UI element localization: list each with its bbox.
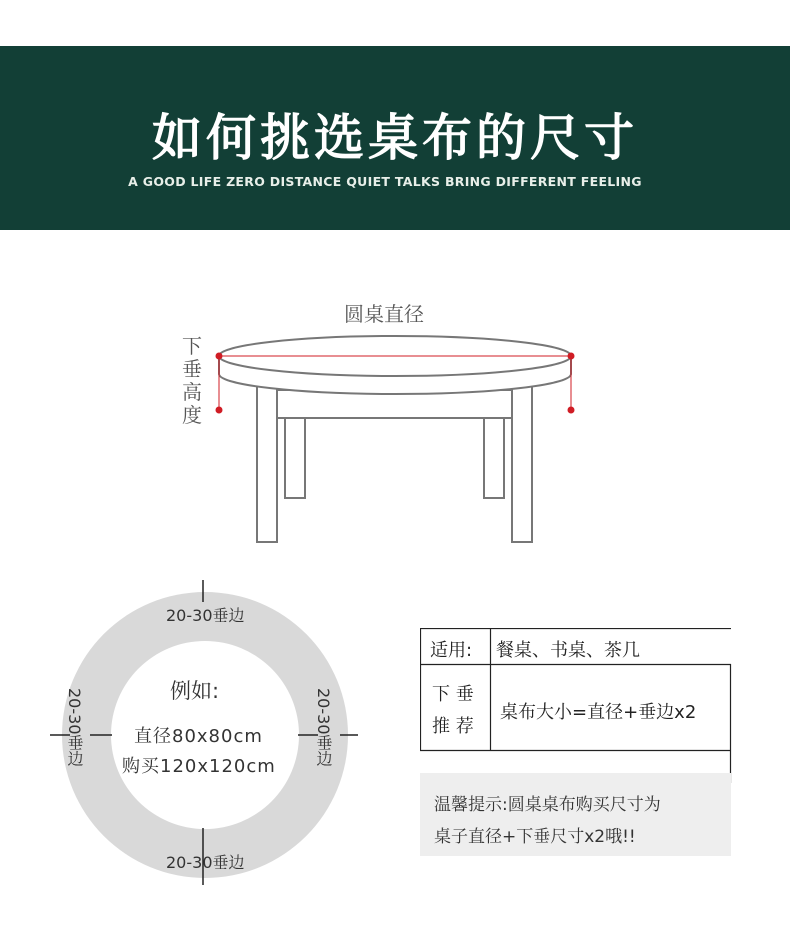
table-drawing: [0, 290, 790, 560]
tip-box: [420, 773, 731, 856]
size-formula: 桌布大小=直径+垂边x2: [500, 702, 697, 723]
table-leg-left-outer: [257, 386, 277, 542]
edge-label-bottom: 20-30垂边: [166, 853, 245, 872]
example-diameter: 直径80x80cm: [134, 726, 263, 747]
drop-marker-right: [568, 407, 575, 414]
drop-marker-left: [216, 407, 223, 414]
ring-diagram: [40, 580, 370, 890]
table-diagram: [0, 290, 790, 560]
example-label: 例如:: [170, 679, 220, 703]
usage-label: 适用:: [430, 640, 473, 661]
drop-height-label: 下垂高度: [182, 334, 202, 427]
table-leg-right-outer: [512, 386, 532, 542]
header-banner: [0, 46, 790, 230]
diameter-label: 圆桌直径: [344, 302, 424, 326]
table-leg-left-inner: [285, 418, 305, 498]
edge-label-left: 20-30垂边: [65, 688, 84, 767]
tip-line-1: 温馨提示:圆桌桌布购买尺寸为: [434, 795, 661, 815]
edge-label-top: 20-30垂边: [166, 606, 245, 625]
drop-recommend-label-b: 推 荐: [432, 716, 474, 737]
example-purchase: 购买120x120cm: [122, 756, 276, 777]
table-leg-right-inner: [484, 418, 504, 498]
tip-line-2: 桌子直径+下垂尺寸x2哦!!: [434, 827, 636, 847]
drop-recommend-label-a: 下 垂: [432, 684, 474, 705]
edge-label-right: 20-30垂边: [314, 688, 333, 767]
usage-value: 餐桌、书桌、茶几: [496, 640, 640, 661]
page-subtitle: A GOOD LIFE ZERO DISTANCE QUIET TALKS BRING DIFFERENT FEELING: [128, 174, 642, 189]
page-title: 如何挑选桌布的尺寸: [152, 109, 638, 167]
